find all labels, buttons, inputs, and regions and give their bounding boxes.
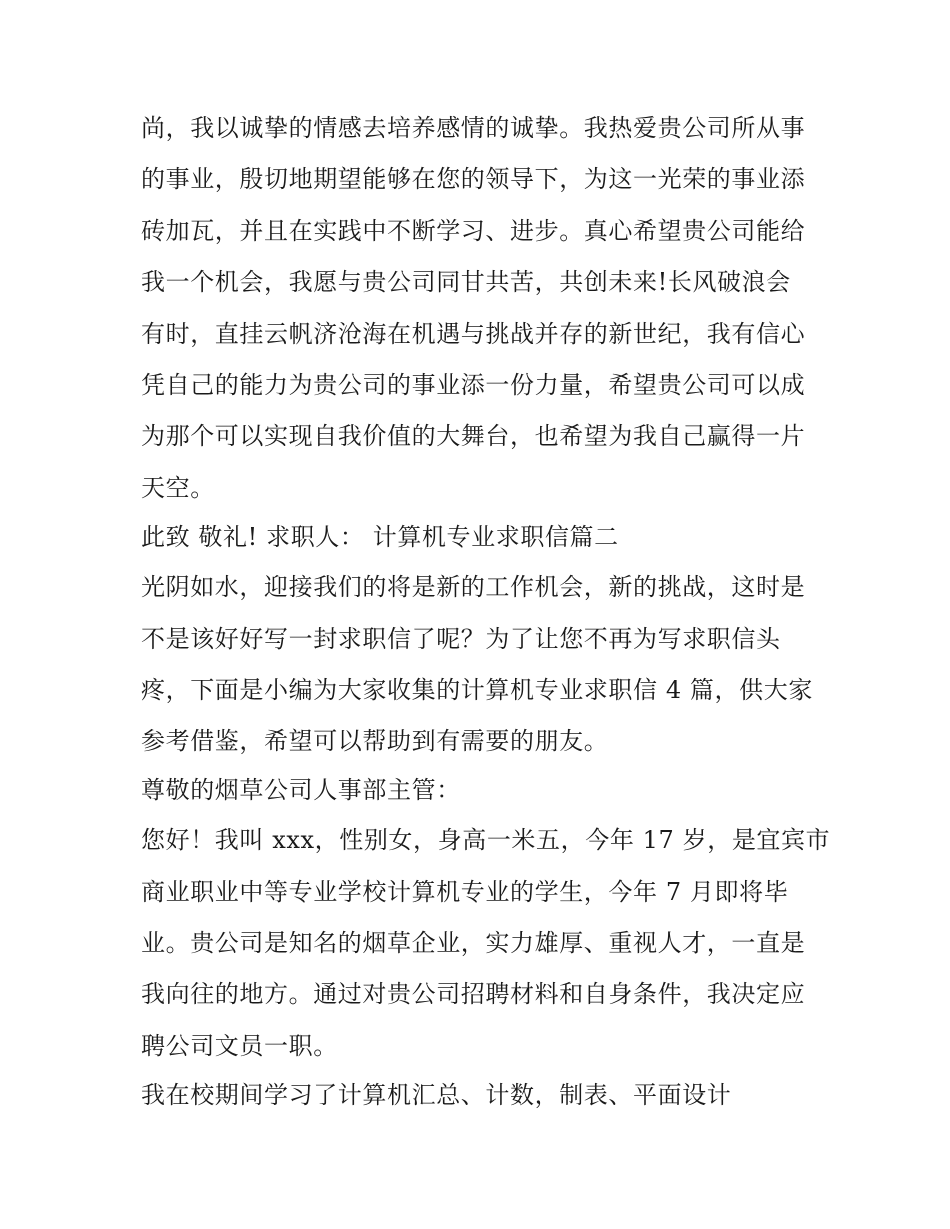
text-line: 砖加瓦，并且在实践中不断学习、进步。真心希望贵公司能给 <box>141 217 806 245</box>
text-line: 您好！我叫 xxx，性别女，身高一米五，今年 17 岁，是宜宾市 <box>141 826 831 854</box>
text-line: 参考借鉴，希望可以帮助到有需要的朋友。 <box>141 727 609 755</box>
text-line: 凭自己的能力为贵公司的事业添一份力量，希望贵公司可以成 <box>141 371 806 399</box>
text-line: 我在校期间学习了计算机汇总、计数，制表、平面设计 <box>141 1081 732 1109</box>
text-line: 尚，我以诚挚的情感去培养感情的诚挚。我热爱贵公司所从事 <box>141 114 806 142</box>
text-line: 业。贵公司是知名的烟草企业，实力雄厚、重视人才，一直是 <box>141 929 806 957</box>
text-line: 我一个机会，我愿与贵公司同甘共苦，共创未来!长风破浪会 <box>141 268 791 296</box>
text-line: 的事业，殷切地期望能够在您的领导下，为这一光荣的事业添 <box>141 165 806 193</box>
text-line: 我向往的地方。通过对贵公司招聘材料和自身条件，我决定应 <box>141 980 806 1008</box>
text-line: 为那个可以实现自我价值的大舞台，也希望为我自己赢得一片 <box>141 422 806 450</box>
closing-line: 此致 敬礼! 求职人： 计算机专业求职信篇二 <box>141 523 619 551</box>
text-line: 不是该好好写一封求职信了呢？为了让您不再为写求职信头 <box>141 625 781 653</box>
text-line: 疼，下面是小编为大家收集的计算机专业求职信 4 篇，供大家 <box>141 676 813 704</box>
text-line: 聘公司文员一职。 <box>141 1032 338 1060</box>
text-line: 天空。 <box>141 474 215 502</box>
salutation: 尊敬的烟草公司人事部主管： <box>141 776 461 804</box>
text-line: 光阴如水，迎接我们的将是新的工作机会，新的挑战，这时是 <box>141 573 806 601</box>
text-line: 商业职业中等专业学校计算机专业的学生，今年 7 月即将毕 <box>141 878 789 906</box>
text-line: 有时，直挂云帆济沧海在机遇与挑战并存的新世纪，我有信心 <box>141 320 806 348</box>
